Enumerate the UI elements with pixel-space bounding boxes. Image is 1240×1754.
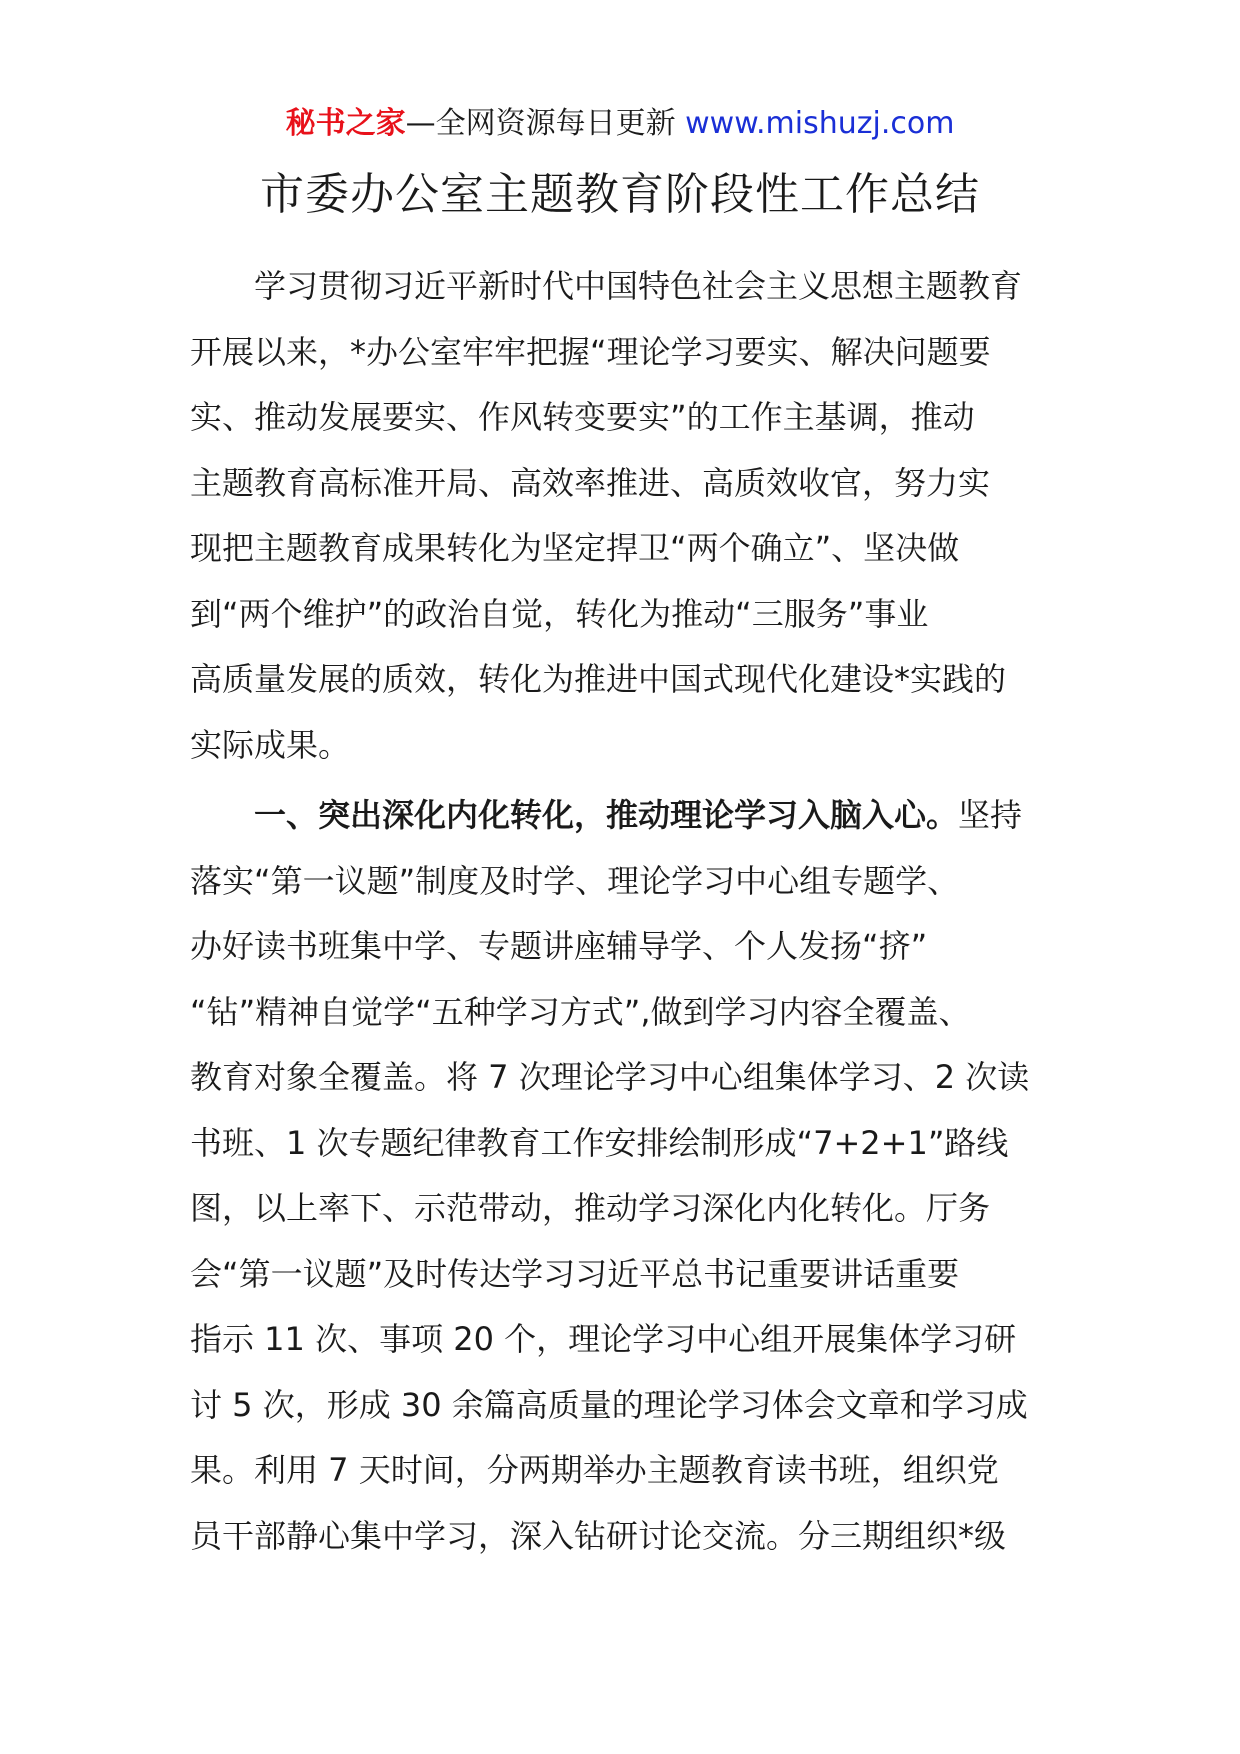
- paragraph-line: 图，以上率下、示范带动，推动学习深化内化转化。厅务: [190, 1189, 991, 1227]
- paragraph-line: 高质量发展的质效，转化为推进中国式现代化建设*实践的: [190, 660, 1007, 698]
- paragraph-line: 办好读书班集中学、专题讲座辅导学、个人发扬“挤”: [190, 927, 928, 965]
- paragraph-line: 现把主题教育成果转化为坚定捍卫“两个确立”、坚决做: [190, 529, 960, 567]
- section-1-paragraph: [190, 783, 1060, 1569]
- section-1-heading: 一、突出深化内化转化，推动理论学习入脑入心。: [190, 796, 959, 834]
- paragraph-line: 讨 5 次，形成 30 余篇高质量的理论学习体会文章和学习成: [190, 1385, 1028, 1424]
- paragraph-line: 书班、1 次专题纪律教育工作安排绘制形成“7+2+1”路线: [190, 1123, 1009, 1162]
- paragraph-line: 果。利用 7 天时间，分两期举办主题教育读书班，组织党: [190, 1451, 999, 1489]
- section-1-first-line: [190, 783, 1060, 849]
- paragraph-line: 到“两个维护”的政治自觉，转化为推动“三服务”事业: [190, 594, 929, 633]
- brand-name: 秘书之家: [285, 106, 406, 141]
- paragraph-line: 员干部静心集中学习，深入钻研讨论交流。分三期组织*级: [190, 1516, 1007, 1555]
- paragraph-line: 主题教育高标准开局、高效率推进、高质效收官，努力实: [190, 463, 991, 502]
- paragraph-line: 指示 11 次、事项 20 个，理论学习中心组开展集体学习研: [190, 1320, 1017, 1358]
- paragraph-line: “钻”精神自觉学“五种学习方式”,做到学习内容全覆盖、: [190, 992, 971, 1031]
- site-header: [0, 100, 1240, 148]
- paragraph-line: 实际成果。: [190, 725, 351, 764]
- site-url-link[interactable]: www.mishuzj.com: [685, 106, 955, 141]
- paragraph-line: 学习贯彻习近平新时代中国特色社会主义思想主题教育: [190, 267, 1023, 305]
- paragraph-line: 教育对象全覆盖。将 7 次理论学习中心组集体学习、2 次读: [190, 1058, 1030, 1096]
- intro-paragraph: [190, 254, 1060, 778]
- header-tagline: —全网资源每日更新: [405, 106, 686, 141]
- paragraph-line: 会“第一议题”及时传达学习习近平总书记重要讲话重要: [190, 1254, 960, 1293]
- paragraph-line: 落实“第一议题”制度及时学、理论学习中心组专题学、: [190, 861, 960, 900]
- document-title: 市委办公室主题教育阶段性工作总结: [260, 169, 980, 220]
- section-1-first-line-rest: 坚持: [958, 796, 1023, 834]
- paragraph-line: 实、推动发展要实、作风转变要实”的工作主基调，推动: [190, 398, 975, 436]
- paragraph-line: 开展以来，*办公室牢牢把握“理论学习要实、解决问题要: [190, 332, 991, 371]
